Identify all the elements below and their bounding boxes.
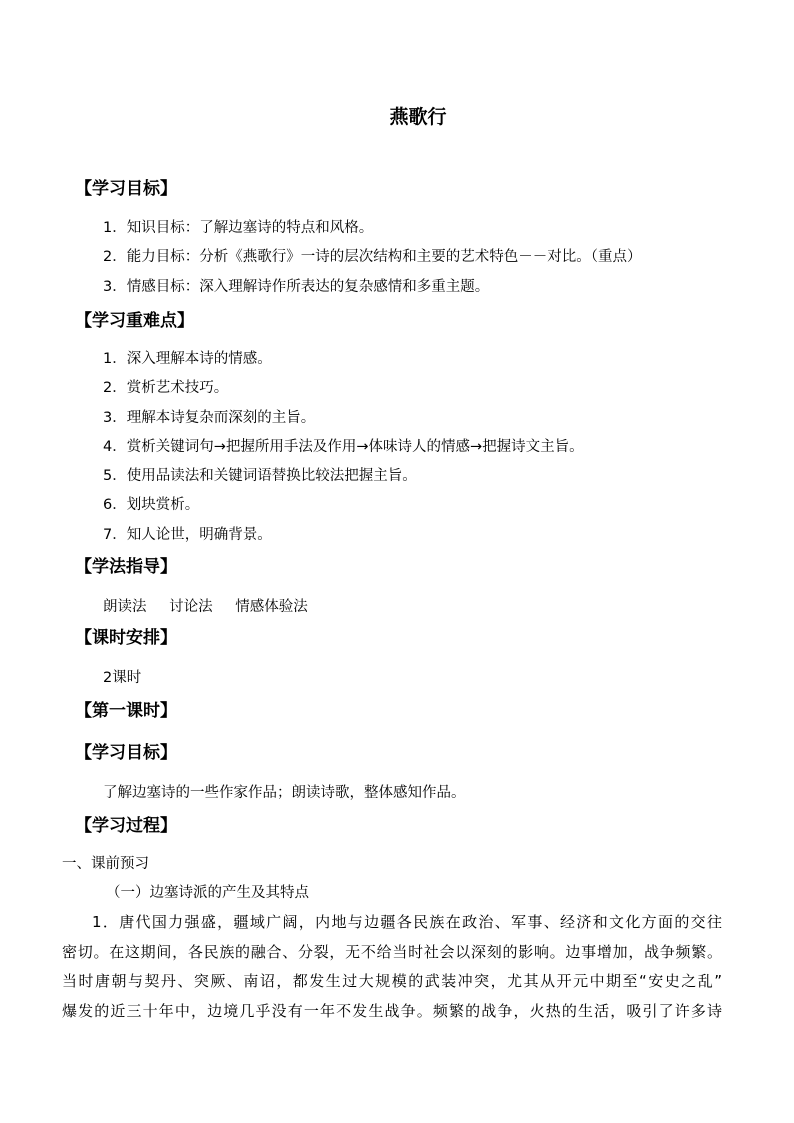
process-sub-one: （一）边塞诗派的产生及其特点 xyxy=(106,885,309,901)
key-point-item: 5．使用品读法和关键词语替换比较法把握主旨。 xyxy=(103,468,417,484)
goal-item: 3．情感目标：深入理解诗作所表达的复杂感情和多重主题。 xyxy=(103,279,490,295)
method-item: 朗读法 xyxy=(103,599,147,615)
method-item: 讨论法 xyxy=(169,599,213,615)
methods-heading: 【学法指导】 xyxy=(75,557,177,577)
goal-item: 1．知识目标：了解边塞诗的特点和风格。 xyxy=(103,220,374,236)
paragraph-line: 爆发的近三十年中，边境几乎没有一年不发生战争。频繁的战争，火热的生活，吸引了许多诗 xyxy=(62,1002,722,1020)
key-point-item: 6．划块赏析。 xyxy=(103,497,200,513)
key-point-item: 1．深入理解本诗的情感。 xyxy=(103,351,272,367)
process-part-one: 一、课前预习 xyxy=(62,856,149,872)
lesson-goals-text: 了解边塞诗的一些作家作品；朗读诗歌，整体感知作品。 xyxy=(103,785,466,801)
schedule-text: 2课时 xyxy=(103,670,142,686)
method-item: 情感体验法 xyxy=(235,599,308,615)
key-point-item: 2．赏析艺术技巧。 xyxy=(103,380,229,396)
first-lesson-heading: 【第一课时】 xyxy=(75,701,177,721)
key-point-item: 3．理解本诗复杂而深刻的主旨。 xyxy=(103,410,316,426)
key-point-item: 4．赏析关键词句→把握所用手法及作用→体味诗人的情感→把握诗文主旨。 xyxy=(103,439,584,455)
key-point-item: 7．知人论世，明确背景。 xyxy=(103,527,272,543)
goals-heading: 【学习目标】 xyxy=(75,179,177,199)
paragraph-line: 当时唐朝与契丹、突厥、南诏，都发生过大规模的武装冲突，尤其从开元中期至“安史之乱” xyxy=(62,972,722,990)
process-heading: 【学习过程】 xyxy=(75,816,177,836)
paragraph-line: 密切。在这期间，各民族的融合、分裂，无不给当时社会以深刻的影响。边事增加，战争频繁。 xyxy=(62,943,722,961)
document-title: 燕歌行 xyxy=(389,106,447,128)
lesson-goals-heading: 【学习目标】 xyxy=(75,743,177,763)
paragraph-line: 1．唐代国力强盛，疆域广阔，内地与边疆各民族在政治、军事、经济和文化方面的交往 xyxy=(92,913,722,931)
schedule-heading: 【课时安排】 xyxy=(75,628,177,648)
key-points-heading: 【学习重难点】 xyxy=(75,311,194,331)
goal-item: 2．能力目标：分析《燕歌行》一诗的层次结构和主要的艺术特色－－对比。（重点） xyxy=(103,249,642,265)
methods-list xyxy=(103,596,326,618)
